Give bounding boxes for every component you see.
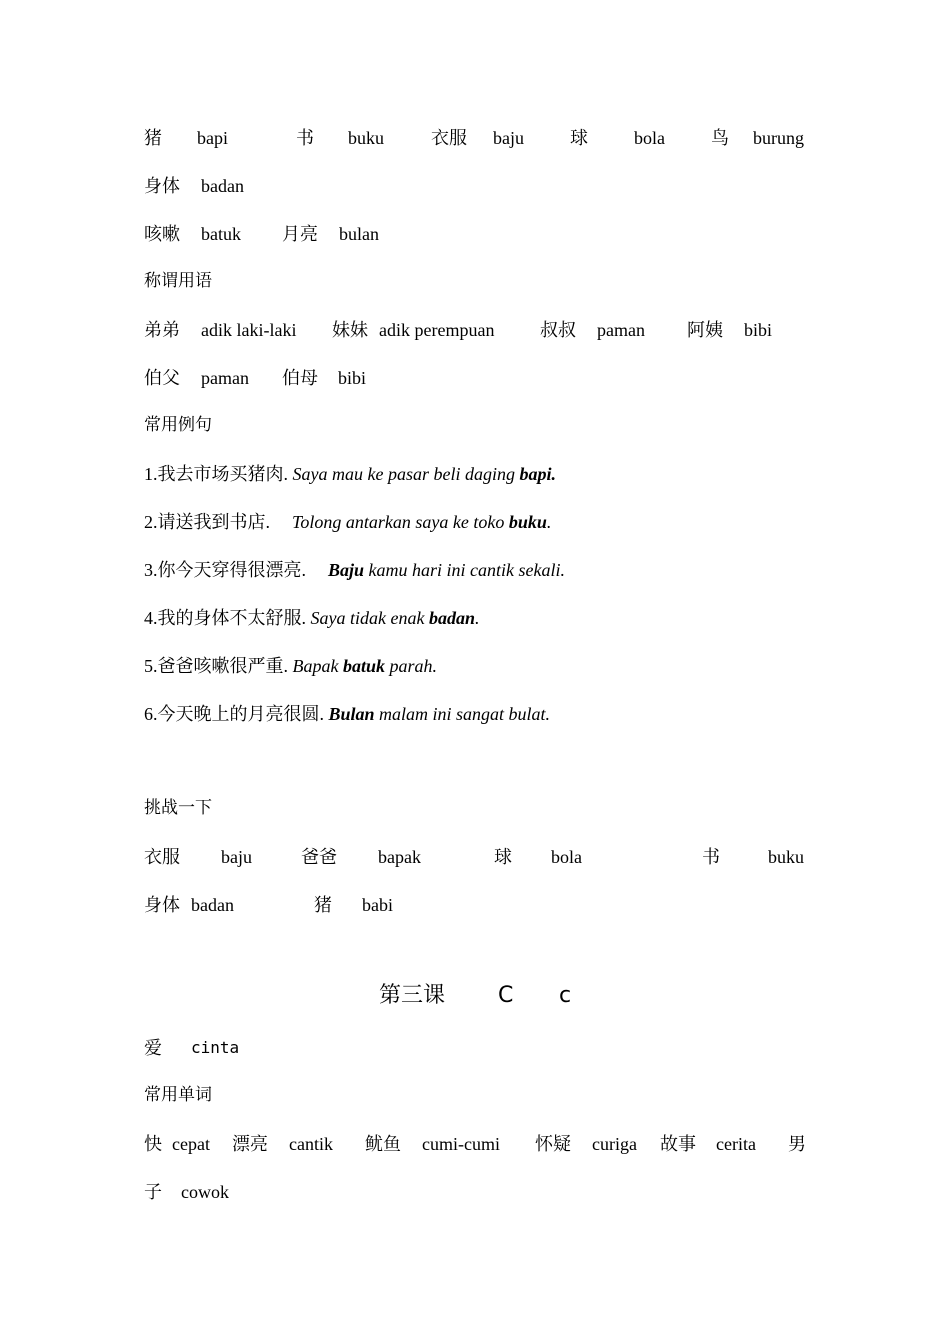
address-id: adik laki-laki <box>201 320 297 340</box>
section-heading-common-words: 常用单词 <box>144 1085 212 1105</box>
lesson-letter-lower: c <box>559 983 572 1008</box>
vocab-zh: 书 <box>296 128 314 148</box>
common-zh: 鱿鱼 <box>365 1134 401 1154</box>
common-id: cantik <box>289 1134 333 1154</box>
address-id: paman <box>201 368 249 388</box>
vocab-zh: 身体 <box>144 176 180 196</box>
common-words-row <box>144 1179 814 1205</box>
sentence-id <box>329 704 551 724</box>
sentence-keyword: badan <box>428 608 475 628</box>
common-zh: 漂亮 <box>232 1134 268 1154</box>
challenge-id: buku <box>768 847 804 867</box>
sentence-id <box>328 560 565 580</box>
vocab-id: buku <box>348 128 384 148</box>
example-sentence <box>144 557 565 583</box>
address-id: adik perempuan <box>379 320 495 340</box>
vocab-id: bulan <box>339 224 379 244</box>
address-zh: 叔叔 <box>540 320 576 340</box>
common-id: cowok <box>181 1182 229 1202</box>
vocab-id: burung <box>753 128 804 148</box>
vocab-zh: 球 <box>570 128 588 148</box>
section-heading-address: 称谓用语 <box>144 271 212 291</box>
address-row <box>144 317 814 343</box>
common-zh-tail: 男 <box>788 1134 806 1154</box>
common-zh: 快 <box>144 1134 162 1154</box>
sentence-id <box>292 512 551 532</box>
keyword-id: cinta <box>191 1038 240 1057</box>
vocab-id: batuk <box>201 224 241 244</box>
common-id: cerita <box>716 1134 756 1154</box>
sentence-part: kamu hari ini cantik sekali. <box>364 560 565 580</box>
sentence-zh: 4.我的身体不太舒服. <box>144 608 311 628</box>
vocab-id: bapi <box>197 128 228 148</box>
example-sentence <box>144 701 550 727</box>
common-id: curiga <box>592 1134 637 1154</box>
vocab-row <box>144 125 814 151</box>
challenge-row <box>144 844 814 870</box>
sentence-id <box>293 464 556 484</box>
example-sentence <box>144 509 551 535</box>
address-row <box>144 365 814 391</box>
common-zh: 故事 <box>660 1134 696 1154</box>
vocab-zh: 衣服 <box>431 128 467 148</box>
vocab-zh: 鸟 <box>711 128 729 148</box>
sentence-part: malam ini sangat bulat. <box>374 704 551 724</box>
challenge-id: babi <box>362 895 393 915</box>
address-zh: 妹妹 <box>332 320 368 340</box>
address-zh: 弟弟 <box>144 320 180 340</box>
challenge-zh: 书 <box>702 847 720 867</box>
challenge-zh: 爸爸 <box>301 847 337 867</box>
sentence-part: Bapak <box>292 656 343 676</box>
section-heading-challenge: 挑战一下 <box>144 798 212 818</box>
challenge-id: baju <box>221 847 252 867</box>
address-id: bibi <box>744 320 773 340</box>
address-zh: 伯父 <box>144 368 180 388</box>
sentence-keyword: buku <box>508 512 547 532</box>
vocab-zh: 猪 <box>144 128 162 148</box>
sentence-zh: 3.你今天穿得很漂亮. <box>144 560 306 580</box>
lesson-letter-upper: C <box>498 983 514 1008</box>
vocab-row <box>144 173 814 199</box>
sentence-part: . <box>474 608 480 628</box>
common-id: cumi-cumi <box>422 1134 500 1154</box>
sentence-part: Saya tidak enak <box>310 608 429 628</box>
sentence-zh: 2.请送我到书店. <box>144 512 270 532</box>
keyword-zh: 爱 <box>144 1038 162 1058</box>
lesson-title: 第三课 <box>379 983 446 1008</box>
challenge-id: bola <box>551 847 582 867</box>
challenge-zh: 身体 <box>144 895 180 915</box>
challenge-zh: 猪 <box>314 895 332 915</box>
sentence-part: Tolong antarkan saya ke toko <box>292 512 509 532</box>
sentence-id <box>293 656 438 676</box>
challenge-zh: 球 <box>494 847 512 867</box>
vocab-zh: 咳嗽 <box>144 224 180 244</box>
sentence-zh: 1.我去市场买猪肉. <box>144 464 293 484</box>
sentence-keyword: batuk <box>342 656 385 676</box>
vocab-id: bola <box>634 128 665 148</box>
sentence-zh: 5.爸爸咳嗽很严重. <box>144 656 293 676</box>
challenge-id: bapak <box>378 847 421 867</box>
common-words-row <box>144 1131 814 1157</box>
sentence-keyword: Bulan <box>328 704 375 724</box>
vocab-row <box>144 221 814 247</box>
example-sentence <box>144 653 437 679</box>
vocab-zh: 月亮 <box>282 224 318 244</box>
common-zh-head: 子 <box>144 1182 162 1202</box>
sentence-part: . <box>546 512 552 532</box>
keyword-row <box>144 1035 814 1061</box>
common-zh: 怀疑 <box>535 1134 571 1154</box>
example-sentence <box>144 605 479 631</box>
sentence-part: Saya mau ke pasar beli daging <box>292 464 520 484</box>
challenge-zh: 衣服 <box>144 847 180 867</box>
address-id: bibi <box>338 368 367 388</box>
sentence-zh: 6.今天晚上的月亮很圆. <box>144 704 329 724</box>
example-sentence <box>144 461 556 487</box>
address-zh: 伯母 <box>282 368 318 388</box>
challenge-id: badan <box>191 895 234 915</box>
address-id: paman <box>597 320 645 340</box>
section-heading-sentences: 常用例句 <box>144 415 212 435</box>
sentence-id <box>311 608 480 628</box>
vocab-id: badan <box>201 176 244 196</box>
common-id: cepat <box>172 1134 210 1154</box>
challenge-row <box>144 892 814 918</box>
vocab-id: baju <box>493 128 524 148</box>
sentence-part: parah. <box>385 656 438 676</box>
sentence-keyword: Baju <box>328 560 365 580</box>
address-zh: 阿姨 <box>687 320 723 340</box>
sentence-keyword: bapi. <box>519 464 556 484</box>
